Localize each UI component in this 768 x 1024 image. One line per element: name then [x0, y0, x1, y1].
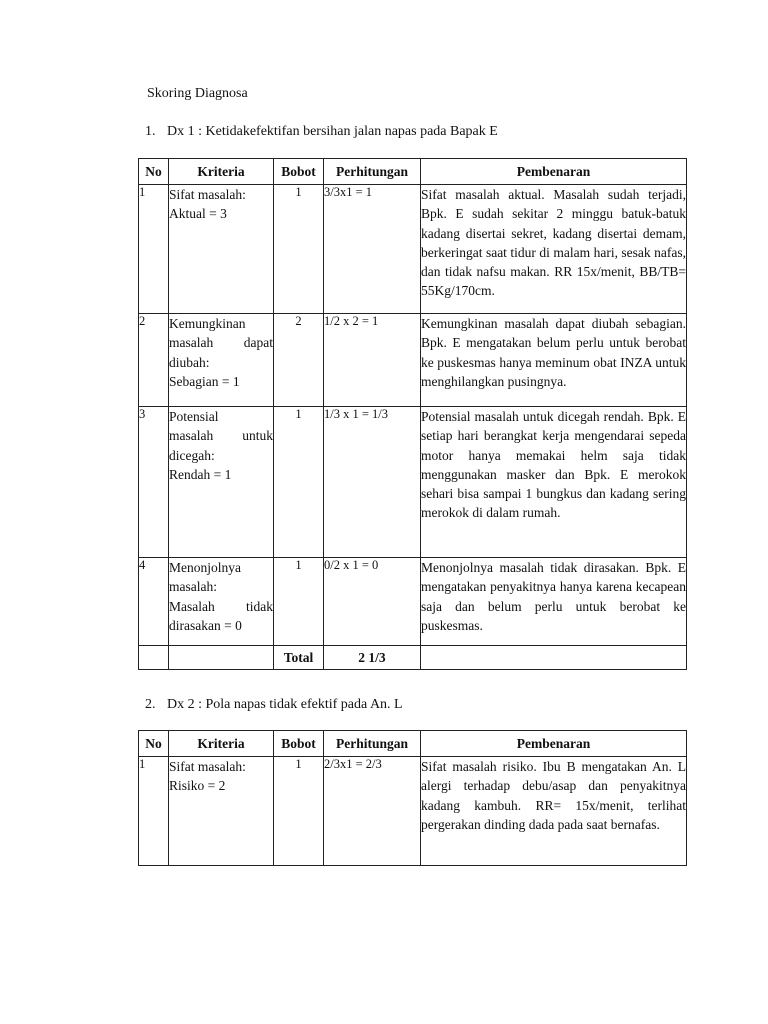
pembenaran-text: Menonjolnya masalah tidak dirasakan. Bpk. E mengatakan penyakitnya hanya karena kecapean saja dan belum perlu untuk berobat ke puskesmas. [421, 560, 686, 633]
cell-no: 2 [139, 314, 169, 407]
cell-kriteria [169, 314, 274, 407]
dx2-number: 2. [145, 697, 156, 712]
kriteria-line: Sifat masalah: [169, 187, 246, 202]
kriteria-line: Kemungkinan [169, 316, 246, 331]
kriteria-line: Masalah tidak [169, 598, 273, 614]
header-bobot: Bobot [274, 159, 324, 185]
table-row [139, 407, 687, 558]
kriteria-line: Aktual = 3 [169, 206, 227, 222]
cell-kriteria [169, 185, 274, 314]
header-bobot: Bobot [274, 731, 324, 757]
cell-perhitungan: 0/2 x 1 = 0 [324, 558, 421, 646]
cell-no: 4 [139, 558, 169, 646]
kriteria-line: Potensial [169, 409, 219, 424]
page-title: Skoring Diagnosa [147, 86, 248, 101]
dx2-heading-text: Dx 2 : Pola napas tidak efektif pada An. L [167, 697, 403, 712]
cell-pembenaran [421, 407, 687, 558]
cell-pembenaran [421, 558, 687, 646]
dx1-heading [145, 124, 498, 140]
header-no: No [139, 731, 169, 757]
table-header-row [139, 731, 687, 757]
cell-perhitungan: 2/3x1 = 2/3 [324, 757, 421, 866]
cell-perhitungan: 1/2 x 2 = 1 [324, 314, 421, 407]
header-pembenaran: Pembenaran [421, 731, 687, 757]
pembenaran-text: Potensial masalah untuk dicegah rendah. Bpk. E setiap hari berangkat kerja mengendarai sepeda motor hanya memakai helm saja tidak menggunakan masker dan Bpk. E merokok sehari bisa sampai 1 bungkus dan kadang sering merokok di dalam rumah. [421, 409, 686, 521]
table-row [139, 185, 687, 314]
dx2-heading [145, 697, 403, 713]
cell-no: 1 [139, 185, 169, 314]
header-pembenaran: Pembenaran [421, 159, 687, 185]
cell-no: 3 [139, 407, 169, 558]
table-row [139, 314, 687, 407]
cell-bobot: 1 [274, 185, 324, 314]
dx2-table [138, 730, 687, 866]
table-header-row [139, 159, 687, 185]
cell-pembenaran [421, 185, 687, 314]
pembenaran-text: Sifat masalah aktual. Masalah sudah terjadi, Bpk. E sudah sekitar 2 minggu batuk-batuk kadang disertai sekret, kadang disertai demam, berkeringat saat tidur di malam hari, sesak nafas, dan tidak nafsu makan. RR 15x/menit, BB/TB= 55Kg/170cm. [421, 187, 686, 299]
cell-perhitungan: 3/3x1 = 1 [324, 185, 421, 314]
table-row [139, 757, 687, 866]
cell-bobot: 1 [274, 407, 324, 558]
kriteria-line: dirasakan = 0 [169, 617, 242, 633]
kriteria-line: masalah untuk [169, 428, 273, 444]
kriteria-line: Menonjolnya [169, 560, 241, 575]
cell-kriteria [169, 407, 274, 558]
cell-perhitungan: 1/3 x 1 = 1/3 [324, 407, 421, 558]
dx1-heading-text: Dx 1 : Ketidakefektifan bersihan jalan napas pada Bapak E [167, 124, 498, 139]
cell-bobot: 1 [274, 757, 324, 866]
cell-kriteria [169, 757, 274, 866]
cell-empty [169, 646, 274, 670]
kriteria-line: Sifat masalah: [169, 759, 246, 774]
kriteria-line: masalah: [169, 579, 217, 595]
dx1-number: 1. [145, 124, 156, 139]
header-kriteria: Kriteria [169, 159, 274, 185]
pembenaran-text: Kemungkinan masalah dapat diubah sebagian. Bpk. E mengatakan belum perlu untuk berobat ke puskesmas hanya meminum obat INZA untuk menghilangkan pusingnya. [421, 316, 686, 389]
cell-pembenaran [421, 757, 687, 866]
kriteria-line: dicegah: [169, 447, 215, 463]
kriteria-line: Risiko = 2 [169, 778, 226, 794]
header-perhitungan: Perhitungan [324, 159, 421, 185]
header-perhitungan: Perhitungan [324, 731, 421, 757]
header-no: No [139, 159, 169, 185]
total-value: 2 1/3 [324, 646, 421, 670]
header-kriteria: Kriteria [169, 731, 274, 757]
cell-pembenaran [421, 314, 687, 407]
kriteria-line: masalah dapat [169, 335, 273, 351]
cell-kriteria [169, 558, 274, 646]
cell-no: 1 [139, 757, 169, 866]
table-row [139, 558, 687, 646]
cell-bobot: 1 [274, 558, 324, 646]
dx1-table [138, 158, 687, 670]
cell-bobot: 2 [274, 314, 324, 407]
cell-empty [139, 646, 169, 670]
pembenaran-text: Sifat masalah risiko. Ibu B mengatakan An. L alergi terhadap debu/asap dan penyakitnya kadang kambuh. RR= 15x/menit, terlihat pergerakan dinding dada pada saat bernafas. [421, 759, 686, 832]
total-label: Total [274, 646, 324, 670]
kriteria-line: Sebagian = 1 [169, 373, 240, 389]
kriteria-line: diubah: [169, 354, 210, 370]
cell-empty [421, 646, 687, 670]
kriteria-line: Rendah = 1 [169, 466, 232, 482]
total-row [139, 646, 687, 670]
